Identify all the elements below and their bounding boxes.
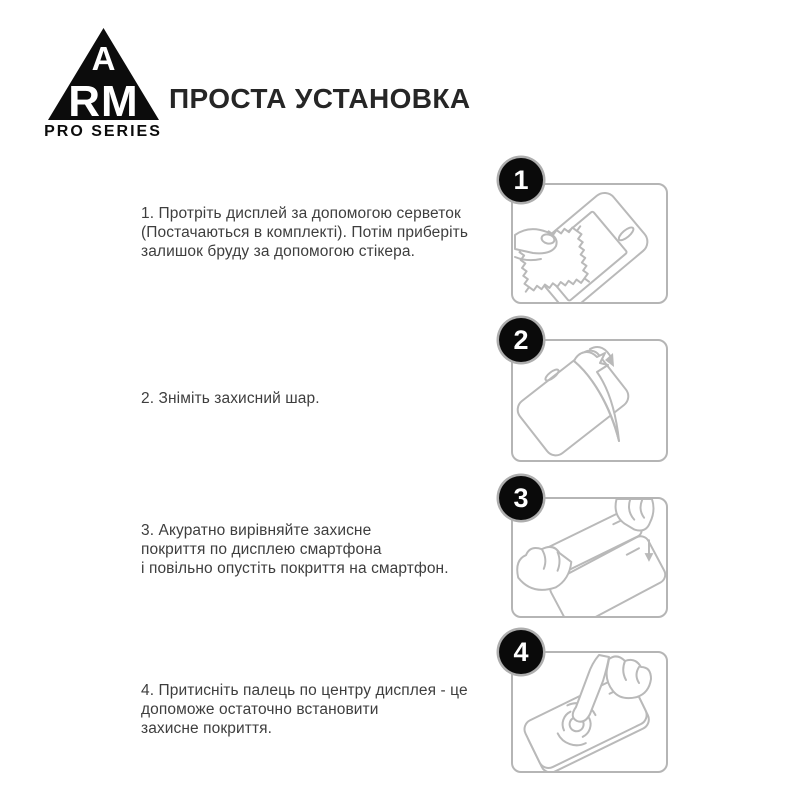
step-3-text — [141, 521, 513, 578]
press-finger-on-center-illustration — [513, 653, 666, 771]
step-2-line: 2. Зніміть захисний шар. — [141, 390, 320, 407]
step-1-line: 1. Протріть дисплей за допомогою серветок — [141, 205, 461, 222]
step-1-number-badge: 1 — [499, 158, 543, 202]
logo-subtitle: PRO SERIES — [44, 123, 162, 140]
step-4-line: захисне покриття. — [141, 720, 273, 737]
arm-triangle-logo-icon — [46, 26, 161, 122]
step-2-number-badge: 2 — [499, 318, 543, 362]
step-1-line: (Постачаються в комплекті). Потім приберіть — [141, 224, 469, 241]
step-4-line: 4. Притисніть палець по центру дисплея - це — [141, 682, 468, 699]
page-title: ПРОСТА УСТАНОВКА — [169, 83, 471, 114]
step-3-line: і повільно опустіть покриття на смартфон. — [141, 560, 449, 577]
peel-protective-layer-illustration — [513, 341, 666, 460]
step-4-line: допоможе остаточно встановити — [141, 701, 379, 718]
step-1-figure — [511, 183, 668, 304]
step-1-text — [141, 204, 513, 261]
logo-letter-a: A — [91, 40, 115, 77]
step-2-figure — [511, 339, 668, 462]
logo-letters-rm: RM — [67, 77, 139, 122]
step-4-text — [141, 681, 513, 738]
step-2-text — [141, 389, 513, 408]
step-4-number-badge: 4 — [499, 630, 543, 674]
align-protector-over-phone-illustration — [513, 499, 666, 616]
step-1-line: залишок бруду за допомогою стікера. — [141, 243, 416, 260]
step-3-number-badge: 3 — [499, 476, 543, 520]
step-3-line: 3. Акуратно вирівняйте захисне — [141, 522, 372, 539]
brand-logo — [44, 26, 162, 141]
step-3-line: покриття по дисплею смартфона — [141, 541, 382, 558]
wipe-phone-with-cloth-illustration — [513, 185, 666, 302]
